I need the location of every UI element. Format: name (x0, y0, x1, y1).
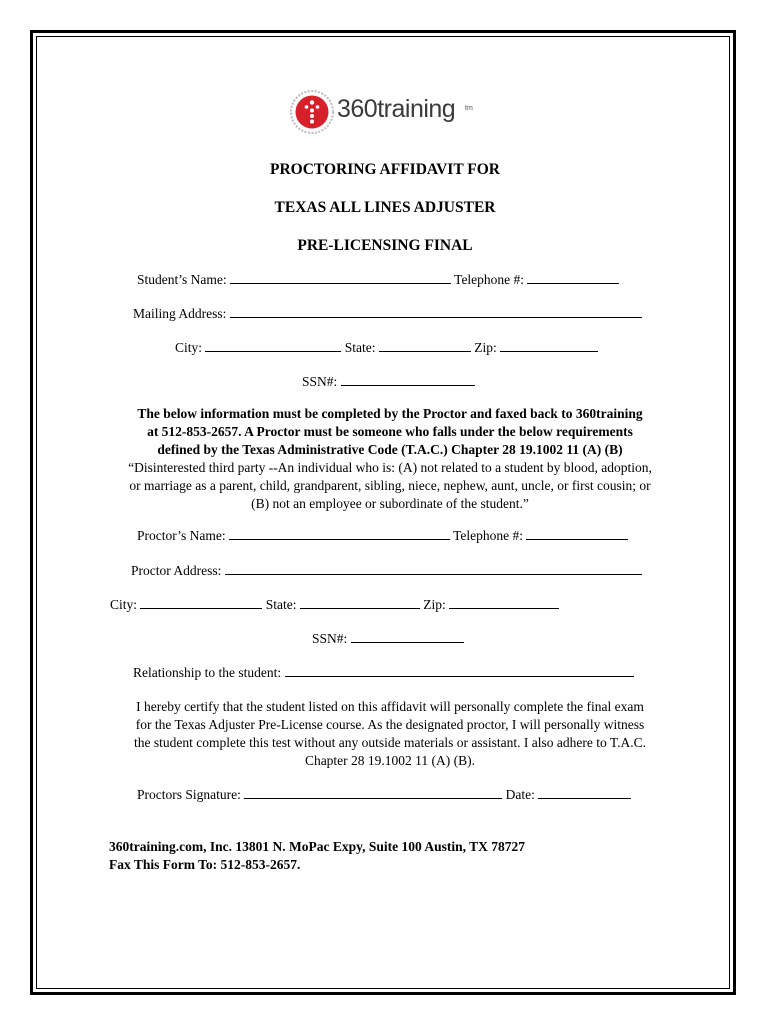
certification-line-4: Chapter 28 19.1002 11 (A) (B). (304, 753, 476, 768)
logo-wordmark: 360training (337, 95, 456, 123)
relationship-row (133, 664, 634, 681)
student-name-field[interactable] (230, 271, 451, 284)
proctor-city-label: City: (110, 597, 138, 612)
signature-field[interactable] (244, 786, 502, 799)
proctor-telephone-field[interactable] (526, 527, 628, 540)
date-label: Date: (505, 787, 535, 802)
title-line-1: PROCTORING AFFIDAVIT FOR (270, 161, 500, 178)
proctor-address-row (131, 562, 642, 579)
student-zip-label: Zip: (474, 340, 497, 355)
title-line-2: TEXAS ALL LINES ADJUSTER (274, 199, 496, 216)
proctor-city-field[interactable] (140, 596, 262, 609)
student-name-label: Student’s Name: (137, 272, 227, 287)
signature-row (137, 786, 631, 803)
student-name-row (137, 271, 619, 288)
student-state-label: State: (344, 340, 376, 355)
student-ssn-label: SSN#: (302, 374, 338, 389)
proctor-name-label: Proctor’s Name: (137, 528, 226, 543)
student-mailing-label: Mailing Address: (133, 306, 227, 321)
relationship-field[interactable] (285, 664, 634, 677)
logo-mark-icon (289, 89, 335, 135)
date-field[interactable] (538, 786, 631, 799)
title-line-3: PRE-LICENSING FINAL (297, 237, 473, 254)
proctor-telephone-label: Telephone #: (453, 528, 524, 543)
student-mailing-row (133, 305, 642, 322)
footer-address: 360training.com, Inc. 13801 N. MoPac Expy, Suite 100 Austin, TX 78727 (109, 839, 526, 854)
student-state-field[interactable] (379, 339, 471, 352)
instructions-bold-line-3: defined by the Texas Administrative Code (T.A.C.) Chapter 28 19.1002 11 (A) (B) (157, 442, 623, 457)
student-city-row (175, 339, 598, 356)
student-ssn-row (302, 373, 475, 390)
footer (109, 838, 525, 874)
footer-fax: Fax This Form To: 512-853-2657. (109, 857, 301, 872)
certification-statement (95, 698, 685, 770)
proctor-state-label: State: (265, 597, 297, 612)
certification-line-2: for the Texas Adjuster Pre-License course. As the designated proctor, I will personally witness (135, 717, 645, 732)
student-city-field[interactable] (205, 339, 341, 352)
proctor-zip-field[interactable] (449, 596, 559, 609)
proctor-ssn-field[interactable] (351, 630, 464, 643)
proctor-ssn-row (312, 630, 464, 647)
definition-quote-line-3: (B) not an employee or subordinate of the student.” (251, 496, 529, 511)
proctor-state-field[interactable] (300, 596, 420, 609)
student-city-label: City: (175, 340, 203, 355)
student-ssn-field[interactable] (341, 373, 475, 386)
student-zip-field[interactable] (500, 339, 598, 352)
proctor-ssn-label: SSN#: (312, 631, 348, 646)
definition-quote-line-1: “Disinterested third party --An individual who is: (A) not related to a student by blood, adoption, (128, 460, 652, 475)
student-telephone-field[interactable] (527, 271, 619, 284)
instructions-bold-line-1: The below information must be completed by the Proctor and faxed back to 360training (137, 406, 643, 421)
certification-line-3: the student complete this test without any outside materials or assistant. I also adhere to T.A.C. (133, 735, 647, 750)
logo-trademark: tm (465, 105, 473, 112)
proctor-name-field[interactable] (229, 527, 450, 540)
signature-label: Proctors Signature: (137, 787, 241, 802)
instructions-bold-line-2: at 512-853-2657. A Proctor must be someone who falls under the below requirements (147, 424, 633, 439)
proctor-name-row (137, 527, 628, 544)
certification-line-1: I hereby certify that the student listed on this affidavit will personally complete the final exam (136, 699, 644, 714)
proctor-zip-label: Zip: (423, 597, 446, 612)
proctor-address-label: Proctor Address: (131, 563, 222, 578)
relationship-label: Relationship to the student: (133, 665, 282, 680)
definition-quote-line-2: or marriage as a parent, child, grandparent, sibling, niece, nephew, aunt, uncle, or first cousin; or (129, 478, 651, 493)
student-telephone-label: Telephone #: (454, 272, 525, 287)
proctor-instructions (95, 405, 685, 513)
proctor-address-field[interactable] (225, 562, 642, 575)
company-logo (289, 89, 479, 135)
student-mailing-field[interactable] (230, 305, 642, 318)
proctor-city-row (110, 596, 559, 613)
